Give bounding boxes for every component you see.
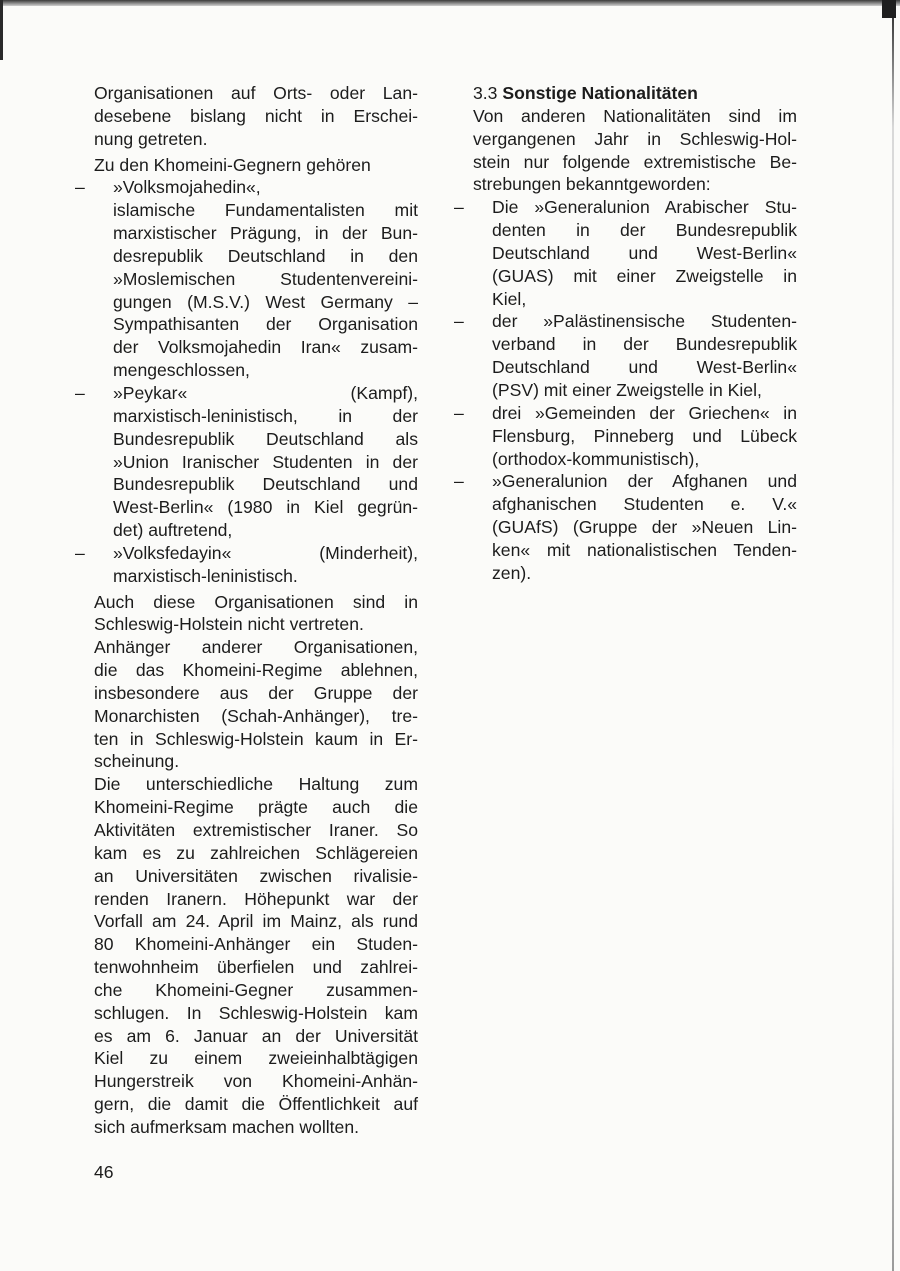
text-line: zen). <box>492 562 532 583</box>
text-line: che Khomeini-Gegner zusammen- <box>94 979 418 1000</box>
text-line: Hungerstreik von Khomeini-Anhän- <box>94 1071 418 1092</box>
section-number: 3.3 <box>473 83 498 103</box>
bullet-text: der »Palästinensische Studenten- <box>492 311 797 332</box>
text-line: (PSV) mit einer Zweigstelle in Kiel, <box>492 379 762 400</box>
text-line: Khomeini-Regime prägte auch die <box>94 797 418 818</box>
text-line: vergangenen Jahr in Schleswig-Hol- <box>473 128 797 149</box>
list-item <box>75 176 418 382</box>
text-line: Kiel zu einem zweieinhalbtägigen <box>94 1048 418 1069</box>
text-line <box>454 402 797 425</box>
text-line: marxistisch-leninistisch. <box>113 565 298 586</box>
list-item <box>454 470 797 584</box>
text-line: sich aufmerksam machen wollten. <box>94 1116 359 1137</box>
text-line: tenwohnheim überfielen und zahlrei- <box>94 957 418 978</box>
bullet-dash: – <box>75 542 85 563</box>
text-line: kam es zu zahlreichen Schlägereien <box>94 842 418 863</box>
left-column <box>75 82 418 1139</box>
text-line: Flensburg, Pinneberg und Lübeck <box>492 425 797 446</box>
paragraph <box>94 773 418 1139</box>
paragraph-intro <box>94 154 418 177</box>
paragraph <box>473 105 797 196</box>
page-number: 46 <box>94 1162 114 1182</box>
list-item <box>454 402 797 471</box>
text-line <box>454 470 797 493</box>
list-item <box>454 310 797 401</box>
text-line: stein nur folgende extremistische Be- <box>473 151 797 172</box>
text-line: Vorfall am 24. April im Mainz, als rund <box>94 911 418 932</box>
bullet-text: »Generalunion der Afghanen und <box>492 471 797 492</box>
text-line: islamische Fundamentalisten mit <box>113 200 418 221</box>
text-line: afghanischen Studenten e. V.« <box>492 494 797 515</box>
text-line: der Volksmojahedin Iran« zusam- <box>113 337 418 358</box>
text-line: Sympathisanten der Organisation <box>113 314 418 335</box>
text-line: schlugen. In Schleswig-Holstein kam <box>94 1002 418 1023</box>
bullet-dash: – <box>75 382 85 403</box>
bullet-dash: – <box>454 311 464 332</box>
list-item <box>75 382 418 542</box>
bullet-text: »Volksmojahedin«, <box>113 177 261 198</box>
text-line: scheinung. <box>94 751 180 772</box>
text-line: marxistischer Prägung, in der Bun- <box>113 223 418 244</box>
bullet-text: »Peykar« (Kampf), <box>113 382 418 403</box>
section-heading <box>473 82 797 105</box>
text-line: »Moslemischen Studentenvereini- <box>113 268 418 289</box>
text-line: Deutschland und West-Berlin« <box>492 242 797 263</box>
text-line: gungen (M.S.V.) West Germany – <box>113 291 418 312</box>
text-line: an Universitäten zwischen rivalisie- <box>94 865 418 886</box>
list-item <box>454 196 797 310</box>
text-line: desebene bislang nicht in Erschei- <box>94 105 418 126</box>
text-line: 80 Khomeini-Anhänger ein Studen- <box>94 934 418 955</box>
text-line: ten in Schleswig-Holstein kaum in Er- <box>94 728 418 749</box>
text-line: verband in der Bundesrepublik <box>492 334 797 355</box>
text-line: (orthodox-kommunistisch), <box>492 448 700 469</box>
text-line: Zu den Khomeini-Gegnern gehören <box>94 154 371 175</box>
scan-edge-left <box>0 0 3 60</box>
text-line <box>454 196 797 219</box>
scan-edge-right <box>892 0 894 1271</box>
text-line: ken« mit nationalistischen Tenden- <box>492 539 797 560</box>
text-line: nung getreten. <box>94 128 208 149</box>
bullet-dash: – <box>75 177 85 198</box>
text-line: Organisationen auf Orts- oder Lan- <box>94 83 418 103</box>
scan-corner-mark <box>882 0 896 18</box>
text-line: Monarchisten (Schah-Anhänger), tre- <box>94 705 418 726</box>
paragraph <box>94 636 418 773</box>
bullet-dash: – <box>454 402 464 423</box>
list-item <box>75 542 418 588</box>
text-line: Von anderen Nationalitäten sind im <box>473 105 797 126</box>
bullet-text: drei »Gemeinden der Griechen« in <box>492 402 797 423</box>
text-line <box>75 382 418 405</box>
text-line: (GUAfS) (Gruppe der »Neuen Lin- <box>492 517 797 538</box>
text-line: Bundesrepublik Deutschland und <box>113 474 418 495</box>
scan-edge-top <box>0 0 900 6</box>
text-line: Anhänger anderer Organisationen, <box>94 637 418 658</box>
text-line <box>75 542 418 565</box>
text-line: Die unterschiedliche Haltung zum <box>94 774 418 795</box>
text-line: West-Berlin« (1980 in Kiel gegrün- <box>113 497 418 518</box>
text-line: »Union Iranischer Studenten in der <box>113 451 418 472</box>
text-line: denten in der Bundesrepublik <box>492 220 797 241</box>
text-line: Deutschland und West-Berlin« <box>492 357 797 378</box>
paragraph <box>94 82 418 151</box>
text-line: Aktivitäten extremistischer Iraner. So <box>94 820 418 840</box>
bullet-text: »Volksfedayin« (Minderheit), <box>113 542 418 563</box>
text-line: mengeschlossen, <box>113 360 250 381</box>
bullet-dash: – <box>454 471 464 492</box>
bullet-text: Die »Generalunion Arabischer Stu- <box>492 197 797 218</box>
text-line: (GUAS) mit einer Zweigstelle in <box>492 265 797 286</box>
text-line: marxistisch-leninistisch, in der <box>113 405 418 426</box>
paragraph <box>94 591 418 637</box>
text-line <box>75 176 418 199</box>
text-line: es am 6. Januar an der Universität <box>94 1025 418 1046</box>
text-line: insbesondere aus der Gruppe der <box>94 682 418 703</box>
text-line: Kiel, <box>492 288 527 309</box>
text-line: det) auftretend, <box>113 520 233 541</box>
text-line: renden Iranern. Höhepunkt war der <box>94 888 418 909</box>
right-column <box>454 82 797 585</box>
bullet-dash: – <box>454 197 464 218</box>
text-line: die das Khomeini-Regime ablehnen, <box>94 660 418 681</box>
text-line <box>454 310 797 333</box>
text-line: gern, die damit die Öffentlichkeit auf <box>94 1094 418 1115</box>
text-line: desrepublik Deutschland in den <box>113 245 418 266</box>
text-line: strebungen bekanntgeworden: <box>473 174 711 195</box>
section-title: Sonstige Nationalitäten <box>502 83 698 103</box>
text-line: Auch diese Organisationen sind in <box>94 591 418 612</box>
text-line: Bundesrepublik Deutschland als <box>113 428 418 449</box>
text-line: Schleswig-Holstein nicht vertreten. <box>94 614 364 635</box>
